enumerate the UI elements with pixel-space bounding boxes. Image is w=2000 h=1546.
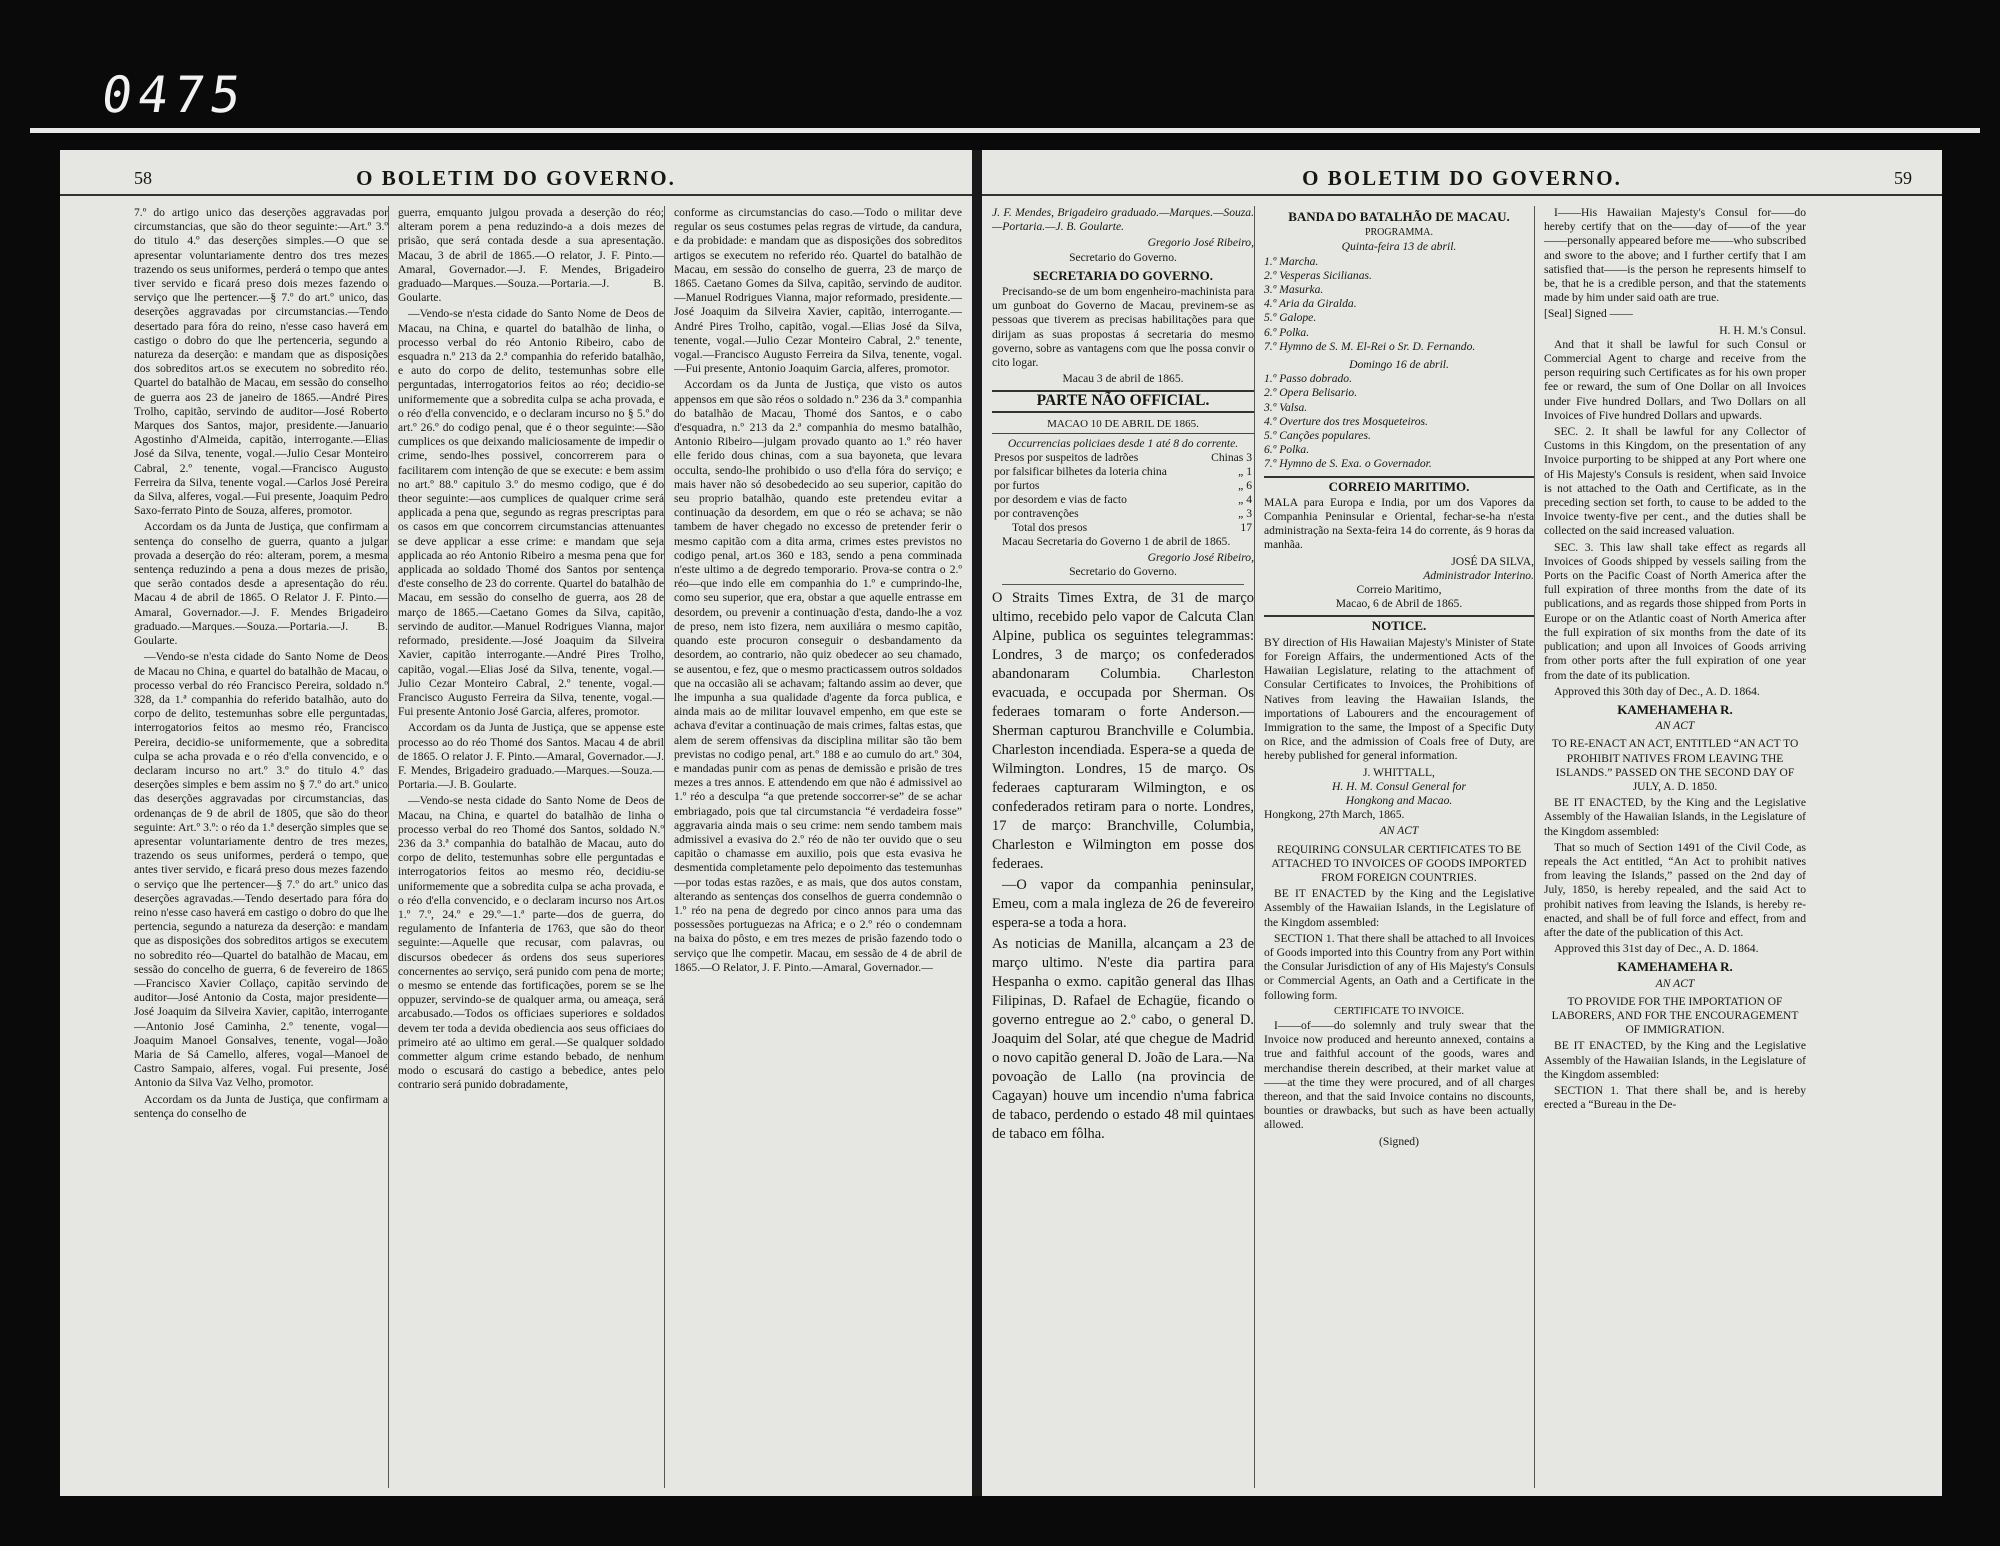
- act2-label: AN ACT: [1655, 719, 1695, 733]
- correio-title: Administrador Interino.: [1423, 568, 1534, 582]
- signed-label: (Signed): [1379, 1134, 1419, 1148]
- police-row: [992, 451, 1254, 465]
- correio-heading: CORREIO MARITIMO.: [1264, 476, 1534, 494]
- day1-list: [1264, 255, 1534, 354]
- day2-heading: Domingo 16 de abril.: [1349, 358, 1449, 372]
- correio-date: Macao, 6 de Abril de 1865.: [1335, 597, 1463, 611]
- left-page: [60, 150, 972, 1496]
- right-col1-top-text: J. F. Mendes, Brigadeiro graduado.—Marques.—Souza.—Portaria.—J. B. Goularte.: [992, 206, 1254, 234]
- left-column-2: [398, 206, 665, 1488]
- day2-item: 1.º Passo dobrado.: [1264, 372, 1352, 386]
- band-heading: BANDA DO BATALHÃO DE MACAU.: [1288, 209, 1510, 224]
- police-row-value: „ 1: [1238, 465, 1252, 479]
- act3-enact: BE IT ENACTED, by the King and the Legislative Assembly of the Hawaiian Islands, in the Legislature of the Kingdom assembled:: [1544, 1039, 1806, 1081]
- act1-title: REQUIRING CONSULAR CERTIFICATES TO BE ATTACHED TO INVOICES OF GOODS IMPORTED FROM FOREIGN COUNTRIES.: [1271, 843, 1527, 884]
- left-col1-para-1: 7.º do artigo unico das deserções aggravadas por circumstancias, que são do theor seguinte:—Art.º 3.º do titulo 4.º das deserções simples.—O que se apresentar voluntariamente dentro dos tres mezes trazendo os seus uniformes, perderá o tempo que antes tiver servido e ficará preso dois mezes fazendo o serviço que lhe pertencer.—§ 7.º do art.º unico, das deserções aggravadas por circumstancias.—Tendo desertado para fóra do reino, n'esse caso haverá em castigo o dobro do que lhe pertenceria, segundo a natureza da deserção: e mandam que as disposições dos sobreditos art.os se executem no sobredito réo. Quartel do batalhão de Macau, em sessão do conselho de guerra aos 23 de janeiro de 1865.—André Pires Trolho, capitão, servindo de auditor—José Roberto Marques dos Santos, major, presidente.—Januario Agostinho d'Almeida, capitão, interrogante.—Elias José da Silva, tenente, vogal.—Julio Cesar Monteiro Cabral, 2.º tenente, vogal.—Francisco Augusto Ferreira da Silva, tenente vogal.—Carlos José Pereira da Silva, alferes, vogal.—Fui presente, Joaquim Pedro Saxo-ferrato Pinto de Souza, alferes, promotor.: [134, 206, 388, 518]
- left-col2-para-4: —Vendo-se nesta cidade do Santo Nome de Deos de Macau, na China, e quartel do batalhão de linha o processo verbal do reo Thomé dos Santos, soldado N.º 236 da 3.ª companhia do batalhão de Macau, auto do corpo de delito, testemunhas sobre elle perguntadas e interrogatorios feitos ao mesmo réo, decidiu-se uniformemente que a sobredita culpa se acha provada, e o réo d'ella convencido, e o declaram incurso nos Art.os 1.º 7.º, 24.º e 29.º—1.ª parte—dos de guerra, do regulamento de Infanteria de 1763, que são do theor seguinte:—Aquelle que recusar, com palavras, ou discursos obedecer ás ordens dos seus superiores concernentes ao serviço, será punido com pena de morte; o mesmo se entende das fortificações, porem se se lhe oppuzer, servindo-se de qualquer arma, ou ameaça, será arcabusado.—Todos os officiaes superiores e soldados devem ter toda a devida obediencia aos seus officiaes do primeiro até ao ultimo em geral.—Se qualquer soldado commetter algum crime estando bebado, de nenhum modo o escusará do castigo a bebedice, antes pelo contrario será punido dobradamente,: [398, 794, 664, 1092]
- day1-item: 6.º Polka.: [1264, 325, 1310, 339]
- day2-item: 6.º Polka.: [1264, 443, 1310, 457]
- seal-line: [Seal] Signed ——: [1544, 307, 1633, 321]
- right-page: [982, 150, 1942, 1496]
- right-page-number: 59: [1894, 168, 1912, 188]
- left-col1-para-4: Accordam os da Junta de Justiça, que confirmam a sentença do conselho de: [134, 1092, 388, 1120]
- day1-item: 2.º Vesperas Sicilianas.: [1264, 268, 1372, 282]
- film-top-rule: [30, 128, 1980, 133]
- sig2-title: Secretario do Governo.: [1069, 565, 1177, 579]
- right-column-1: [992, 206, 1255, 1488]
- left-col1-para-2: Accordam os da Junta de Justiça, que confirmam a sentença do conselho de guerra, quanto a julgar provada a deserção do réo: alteram, porem, a mesma sentença reduzindo a pena a dous mezes de prisão, que serão contados desde a apresentação do réu. Macau 4 de abril de 1865. O Relator J. F. Pinto.—Amaral, Governador.—J. F. Mendes Brigadeiro graduado.—Marques.—Souza.—Portaria.—J. B. Goularte.: [134, 520, 388, 648]
- kamehameha-2: KAMEHAMEHA R.: [1617, 959, 1733, 975]
- sig1-title: Secretario do Governo.: [1069, 250, 1177, 264]
- day2-item: 3.º Valsa.: [1264, 400, 1308, 414]
- sig1-name: Gregorio José Ribeiro,: [1147, 236, 1254, 250]
- left-col3-para-2: Accordam os da Junta de Justiça, que visto os autos appensos em que são réos o soldado n.º 236 da 3.ª companhia do batalhão de Macau, Thomé dos Santos, e o cabo d'esquadra, n.º 213 da 2.ª companhia do mesmo batalhão, Antonio Ribeiro—julgam provado quanto ao 1.º réo haver elle ferido dous chinas, com a sua bayoneta, que levara occulta, sendo-lhe prohibido o uso d'ella fóra do serviço; e mais haver não só desobedecido ao seu superior, capitão do seu proprio batalhão, quando este pretendeu evitar a continuação da desordem, em que o réo se achava; se não tambem de haver chegado no excesso de pretender ferir o mesmo capitão com a dita arma, crimes estes previstos no codigo penal, art.os 360 e 183, sendo a pena comminada n'este ultimo a de degredo temporario. Prova-se contra o 2.º réo—que indo elle em companhia do 1.º e cumprindo-lhe, como seu superior, que era, obstar a que aquelle entrasse em desordem, ou prevenir a continuação d'esta, dando-lhe a voz de preso, nem isto fizera, nem auxiliára o mesmo capitão, quando este procuron conseguir o desbandamento da desordem, ao contrario, não quiz obedecer ao seu chamado, se ausentou, e fez, que o mesmo practicassem outros soldados que na occasião ali se achavam; faltando assim ao dever, que lhe impunha a sua qualidade d'agente da forca publica, e ainda mais ao de militar louvavel empenho, em que este se achava d'evitar a continuação de mais crimes, faltas estas, que alem de serem offensivas da disciplina militar são tão bem previstas no codigo penal, art.º 188 e ao cumulo do art.º 304, e mandadas punir com as penas de demissão e prisão de tres mezes a tres annos. E attendendo em que não é admissivel ao 1.º réo a desculpa “a que pretende soccorrer-se” de se achar embriagado, pois que tal circumstancia “é verdadeira fosse” aggravaria ainda mais o seu crime: nem sendo tambem mais admissivel a evasiva do 2.º réo de não ter ouvido que o seu capitão o chamasse em auxilio, pois que esta evasiva he desmentida completamente pelo depoimento das testemunhas—por todas estas razões, e as mais, que dos autos constam, alterando as sentenças dos conselhos de guerra condemnão o 1.º réo na pena de degredo por cinco annos para uma das possessões portuguezas na Africa; e o 2.º réo o condemnam na baixa do pôsto, e em tres mezes de prisão fazendo todo o serviço que lhe competir. Macau, em sessão de 4 de abril de 1865.—O Relator, J. F. Pinto.—Amaral, Governador.—: [674, 378, 962, 974]
- parte-nao-official-heading: PARTE NÃO OFFICIAL.: [992, 390, 1254, 412]
- left-col2-para-3: Accordam os da Junta de Justiça, que se appense este processo ao do réo Thomé dos Santos. Macau 4 de abril de 1865. O relator J. F. Pinto.—Amaral, Governador.—J. F. Mendes, Brigadeiro graduado.—Marques.—Souza.—Portaria.—J. B. Goularte.: [398, 721, 664, 792]
- parte-date: MACAO 10 DE ABRIL DE 1865.: [992, 417, 1254, 434]
- right-masthead: [982, 166, 1942, 196]
- act2-enact: BE IT ENACTED, by the King and the Legislative Assembly of the Hawaiian Islands, in the Legislature of the Kingdom assembled:: [1544, 796, 1806, 838]
- left-masthead-title: O BOLETIM DO GOVERNO.: [356, 166, 676, 190]
- police-row: [992, 479, 1254, 493]
- page-gutter: [972, 150, 982, 1496]
- police-row: [992, 493, 1254, 507]
- police-total-value: 17: [1240, 521, 1252, 535]
- right-col3-sec3: SEC. 3. This law shall take effect as regards all Invoices of Goods shipped by vessels sailing from the Ports on the Pacific Coast of North America after the full expiration of three months from the date of its publications, and as regards those shipped from Ports in Europe or on the Atlantic coast of North America after the full expiration of six months from the date of its publication; and upon all Invoices of Goods arriving from other ports after the full expiration of one year from the date of its publication.: [1544, 540, 1806, 682]
- police-row-value: „ 6: [1238, 479, 1252, 493]
- certificate-text: I——of——do solemnly and truly swear that the Invoice now produced and hereunto annexed, contains a true and faithful account of the goods, wares and merchandise therein described, at their market value at——at the time they were procured, and of all charges thereon, and that the said Invoice contains no discounts, bounties or drawbacks, but such as have been actually allowed.: [1264, 1018, 1534, 1132]
- police-date: Macau Secretaria do Governo 1 de abril de 1865.: [1002, 535, 1231, 549]
- divider: [1002, 584, 1244, 585]
- police-row-value: Chinas 3: [1211, 451, 1252, 465]
- microfilm-frame-number: 0475: [97, 66, 251, 124]
- correio-place: Correio Maritimo,: [1356, 583, 1442, 597]
- programme-label: PROGRAMMA.: [1364, 227, 1434, 239]
- police-total-label: Total dos presos: [1012, 521, 1088, 535]
- left-col2-para-2: —Vendo-se n'esta cidade do Santo Nome de Deos de Macau, na China, e quartel do batalhão de linha, o processo verbal do réo Antonio Ribeiro, cabo de esquadra n.º 213 da 2.ª companhia do referido batalhão, e auto do corpo de delito, testemunhas sobre elle perguntadas, interrogatorios feitos ao réo; decidio-se uniformemente que a sobredita culpa se acha provada, e o réo d'ella convencido, e o declaram incurso no § 5.º do art.º 26.º do codigo penal, que é o theor seguinte:—São cumplices os que deixando maliciosamente de impedir o crime, sendo-lhes possivel, concorrerem para o facilitarem com intenção de que se execute: e bem assim no art.º 88.º capitulo 3.º do mesmo codigo, que é do theor seguinte:—aos cumplices de qualquer crime será applicada a pena que, segundo as regras prescriptas para os casos em que concorrem circumstancias attenuantes se deve applicar a esse crime: e mandam que seja applicada ao réo Antonio Ribeiro a mesma pena que for applicada ao soldado Thomé dos Santos por sentença d'este conselho de 23 do corrente. Quartel do batalhão de Macau, em sessão do conselho de guerra, aos 28 de março de 1865.—Caetano Gomes da Silva, capitão, servindo de auditor.—Manuel Rodrigues Vianna, major reformado, presidente.—José Joaquim da Silveira Xavier, capitão interrogante.—André Pires Trolho, capitão, vogal.—Elias José da Silva, tenente, vogal.—Julio Cezar Monteiro Cabral, 2.º tenente, vogal.—Francisco Augusto Ferreira da Silva, tenente, vogal.—Fui presente Antonio José Garcia, alferes, promotor.: [398, 307, 664, 719]
- day2-item: 7.º Hymno de S. Exa. o Governador.: [1264, 457, 1432, 471]
- sig2-name: Gregorio José Ribeiro,: [1147, 551, 1254, 565]
- notice-date: Hongkong, 27th March, 1865.: [1264, 808, 1405, 822]
- right-masthead-title: O BOLETIM DO GOVERNO.: [1302, 166, 1622, 190]
- act3-section-1: SECTION 1. That there shall be, and is hereby erected a “Bureau in the De-: [1544, 1083, 1806, 1112]
- day2-item: 4.º Overture dos tres Mosqueteiros.: [1264, 414, 1428, 428]
- act3-title: TO PROVIDE FOR THE IMPORTATION OF LABORERS, AND FOR THE ENCOURAGEMENT OF IMMIGRATION.: [1551, 995, 1799, 1037]
- day1-item: 4.º Aria da Giralda.: [1264, 297, 1357, 311]
- left-col3-para-1: conforme as circumstancias do caso.—Todo o militar deve regular os seus costumes pelas regras de virtude, da candura, e da probidade: e mandam que as disposições dos sobreditos artigos se executem no referido réo. Quartel do batalhão de Macau, em sessão do conselho de guerra, 23 de março de 1865. Caetano Gomes da Silva, capitão, servindo de auditor.—Manuel Rodrigues Vianna, major reformado, presidente.—José Joaquim da Silveira Xavier, capitão, interrogante.—André Pires Trolho, capitão, vogal.—Elias José da Silva, tenente, vogal.—Julio Cezar Monteiro Cabral, 2.º tenente, vogal.—Francisco Augusto Ferreira da Silva, tenente, vogal.—Fui presente, Antonio Joaquim Garcia, alferes, promotor.: [674, 206, 962, 376]
- right-col3-para-4: And that it shall be lawful for such Consul or Commercial Agent to charge and receive from the person requiring such Certificates as for his own proper fee or reward, the sum of One Dollar on all Invoices under Five hundred Dollars, and Two Dollars on all Invoices of Five hundred Dollars and upwards.: [1544, 337, 1806, 422]
- police-row-label: por furtos: [994, 479, 1040, 493]
- left-col1-para-3: —Vendo-se n'esta cidade do Santo Nome de Deos de Macau no China, e quartel do batalhão de Macau, o processo verbal do réo Francisco Pereira, soldado n.º 328, da 1.ª companhia do referido batalhão, auto do corpo de delito, testemunhas sobre elle perguntadas, interrogatorios feitos ao mesmo réo, Francisco Pereira, decidio-se uniformemente, que a sobredita culpa se acha provada e o réo d'ella convencido, e o declaram incurso no art.º 3.º do titulo 4.º das deserções simples e bem assim no § 7.º do art.º unico das deserções aggravadas por circumstancias, das ordenanças de 9 de abril de 1805, que são do theor seguinte: Art.º 3.º: o réo da 1.ª deserção simples que se apresentar voluntariamente dentro de tres mezes, trazendo os seus uniformes, perderá o tempo, que antes tiver servido, e ficará preso dous mezes fazendo o serviço que lhe pertencer—§ 7.º do art.º unico das deserções agravadas.—Tendo desertado para fóra do reino n'esse caso haverá em castigo o dobro do que lhe pertencia, segundo a natureza da deserção: e mandam que as disposições dos sobreditos artigos se executem no sobredito réo—Quartel do batalhão de Macau, em sessão do concelho de guerra, 6 de fevereiro de 1865—Francisco Xavier Collaço, capitão servindo de auditor—José Antonio da Costa, major presidente—José Joaquim da Silveira Xavier, capitão, interrogante—Antonio José Caminha, 2.º tenente, vogal—Joaquim Manoel Gonsalves, tenente, vogal—João Maria de Sá Camello, alferes, vogal—Manoel de Castro Sampaio, alferes, vogal. Fui presente, José Antonio da Silva Vaz Velho, promotor.: [134, 650, 388, 1090]
- notice-text: BY direction of His Hawaiian Majesty's Minister of State for Foreign Affairs, the undermentioned Acts of the Hawaiian Legislature, relating to the attachment of Consular Certificates to Invoices, the Prohibitions of Natives from leaving the Hawaiian Islands, the importations of Labourers and the encouragement of Immigration to the same, the Impost of a Specific Duty on Rice, and the admission of Coals free of Duty, are hereby published for general information.: [1264, 635, 1534, 763]
- left-page-number: 58: [134, 168, 152, 188]
- police-total-row: [992, 521, 1254, 535]
- police-table: [992, 451, 1254, 535]
- act1-section-1: SECTION 1. That there shall be attached to all Invoices of Goods imported into this Country from any Port within the Consular Jurisdiction of any of His Majesty's Consuls or Commercial Agents, an Oath and a Certificate in the following form.: [1264, 931, 1534, 1002]
- news-para-3: As noticias de Manilla, alcançam a 23 de março ultimo. N'este dia partira para Hespanha o exmo. capitão general das Ilhas Filipinas, D. Rafael de Echagüe, ficando o governo entregue ao 2.º cabo, o general D. Joaquim del Solar, até que chegue de Madrid o novo capitão general D. João de Lara.—Na povoação de Lallo (na provincia de Cagayan) houve um incendio n'uma fabrica de tabaco, perdendo o estado 48 mil quintaes de tabaco em fôlha.: [992, 935, 1254, 1142]
- news-section: [992, 589, 1254, 1144]
- right-col3-para-1: I——His Hawaiian Majesty's Consul for——do hereby certify that on the——day of——of the year——personally appeared before me——who subscribed and swore to the above; and I further certify that I am satisfied that——is the person he represents himself to be, that he is a credible person, and that the statements made by him under said oath are true.: [1544, 206, 1806, 305]
- act2-body: That so much of Section 1491 of the Civil Code, as repeals the Act entitled, “An Act to prohibit natives from leaving the Islands,” passed on the 2nd day of July, 1850, is hereby repealed, and the said Act to prohibit natives from leaving the Islands, is hereby re-enacted, and shall be of full force and effect, from and after the date of the publication of this Act.: [1544, 840, 1806, 939]
- notice-heading: NOTICE.: [1264, 615, 1534, 633]
- news-para-1: O Straits Times Extra, de 31 de março ultimo, recebido pelo vapor de Calcuta Clan Alpine, publica os seguintes telegrammas: Londres, 3 de março; os confederados abandonaram Columbia. Charleston evacuada, e occupada por Sherman. Os federaes tomaram o forte Anderson.—Sherman capturou Branchville e Columbia. Charleston incendiada. Espera-se a queda de Wilmington. Londres, 15 de março. Os federaes capturaram Wilmington, e os confederados retiram para o norte. Londres, 17 de março: Branchville, Columbia, Charleston e Wilmington em posse dos federaes.: [992, 589, 1254, 872]
- day1-item: 3.º Masurka.: [1264, 283, 1324, 297]
- police-row-value: „ 4: [1238, 493, 1252, 507]
- police-row-label: por falsificar bilhetes da loteria china: [994, 465, 1167, 479]
- left-column-1: [134, 206, 389, 1488]
- left-col2-para-1: guerra, emquanto julgou provada a deserção do réo; alteram porem a pena reduzindo-a a dois mezes de prisão, que será contada desde a sua apresentação. Macau, 3 de abril de 1865.—O relator, J. F. Pinto.—Amaral, Governador.—J. F. Mendes, Brigadeiro graduado—Marques.—Souza.—Portaria.—J. B. Goularte.: [398, 206, 664, 305]
- day1-heading: Quinta-feira 13 de abril.: [1341, 240, 1457, 254]
- approved-2: Approved this 31st day of Dec., A. D. 1864.: [1554, 942, 1759, 956]
- secretaria-date: Macau 3 de abril de 1865.: [1062, 372, 1184, 386]
- day2-list: [1264, 372, 1534, 471]
- act1-label: AN ACT: [1379, 824, 1419, 838]
- day1-item: 7.º Hymno de S. M. El-Rei o Sr. D. Fernando.: [1264, 339, 1476, 353]
- act1-enact: BE IT ENACTED by the King and the Legislative Assembly of the Hawaiian Islands, in the Legislature of the Kingdom assembled:: [1264, 887, 1534, 929]
- approved-1: Approved this 30th day of Dec., A. D. 1864.: [1554, 684, 1760, 698]
- police-heading: Occurrencias policiaes desde 1 até 8 do corrente.: [1007, 436, 1239, 450]
- left-column-3: [674, 206, 962, 1488]
- right-col3-sec2: SEC. 2. It shall be lawful for any Collector of Customs in this Kingdom, on the presentation of any Invoice purporting to be shipped at any Port where one of His Majesty's Consuls is resident, when said Invoice is not attached to the Oath and Certificate, as in the preceding section set forth, to cause to be added to the Invoice twenty-five per cent., and the duties shall be collected on the said increased valuation.: [1544, 425, 1806, 538]
- act2-title: TO RE-ENACT AN ACT, ENTITLED “AN ACT TO PROHIBIT NATIVES FROM LEAVING THE ISLANDS.” PASSED ON THE SECOND DAY OF JULY, A. D. 1850.: [1551, 738, 1799, 793]
- act3-label: AN ACT: [1655, 976, 1695, 990]
- notice-name: J. WHITTALL,: [1363, 765, 1435, 779]
- day1-item: 5.º Galope.: [1264, 311, 1317, 325]
- police-row: [992, 507, 1254, 521]
- right-column-2: [1264, 206, 1535, 1488]
- notice-title-1: H. H. M. Consul General for: [1332, 779, 1466, 793]
- police-row-label: por desordem e vias de facto: [994, 493, 1127, 507]
- day2-item: 2.º Opera Belisario.: [1264, 386, 1358, 400]
- right-column-3: [1544, 206, 1806, 1488]
- secretaria-text: Precisando-se de um bom engenheiro-machinista para um gunboat do Governo de Macau, previnem-se as pessoas que tiverem as precisas habilitações para que dirijam as suas propostas á secretaria do mesmo governo, sobre as vantagens com que lhe possa convir o cito logar.: [992, 285, 1254, 370]
- left-masthead: [60, 166, 972, 196]
- notice-title-2: Hongkong and Macao.: [1345, 793, 1453, 807]
- day1-item: 1.º Marcha.: [1264, 254, 1319, 268]
- correio-name: JOSÉ DA SILVA,: [1451, 554, 1534, 568]
- kamehameha-1: KAMEHAMEHA R.: [1617, 701, 1733, 717]
- police-row-value: „ 3: [1238, 507, 1252, 521]
- day2-item: 5.º Canções populares.: [1264, 429, 1371, 443]
- certificate-label: CERTIFICATE TO INVOICE.: [1334, 1005, 1464, 1017]
- consul-line: H. H. M.'s Consul.: [1719, 323, 1806, 337]
- correio-text: MALA para Europa e India, por um dos Vapores da Companhia Peninsular e Oriental, fechar-se-ha n'esta administração na Sexta-feira 14 do corrente, ás 9 horas da manhãa.: [1264, 495, 1534, 552]
- news-para-2: —O vapor da companhia peninsular, Emeu, com a mala ingleza de 26 de fevereiro espera-se a toda a hora.: [992, 876, 1254, 931]
- police-row: [992, 465, 1254, 479]
- police-row-label: por contravenções: [994, 507, 1079, 521]
- secretaria-heading: SECRETARIA DO GOVERNO.: [1033, 267, 1213, 283]
- police-row-label: Presos por suspeitos de ladrões: [994, 451, 1139, 465]
